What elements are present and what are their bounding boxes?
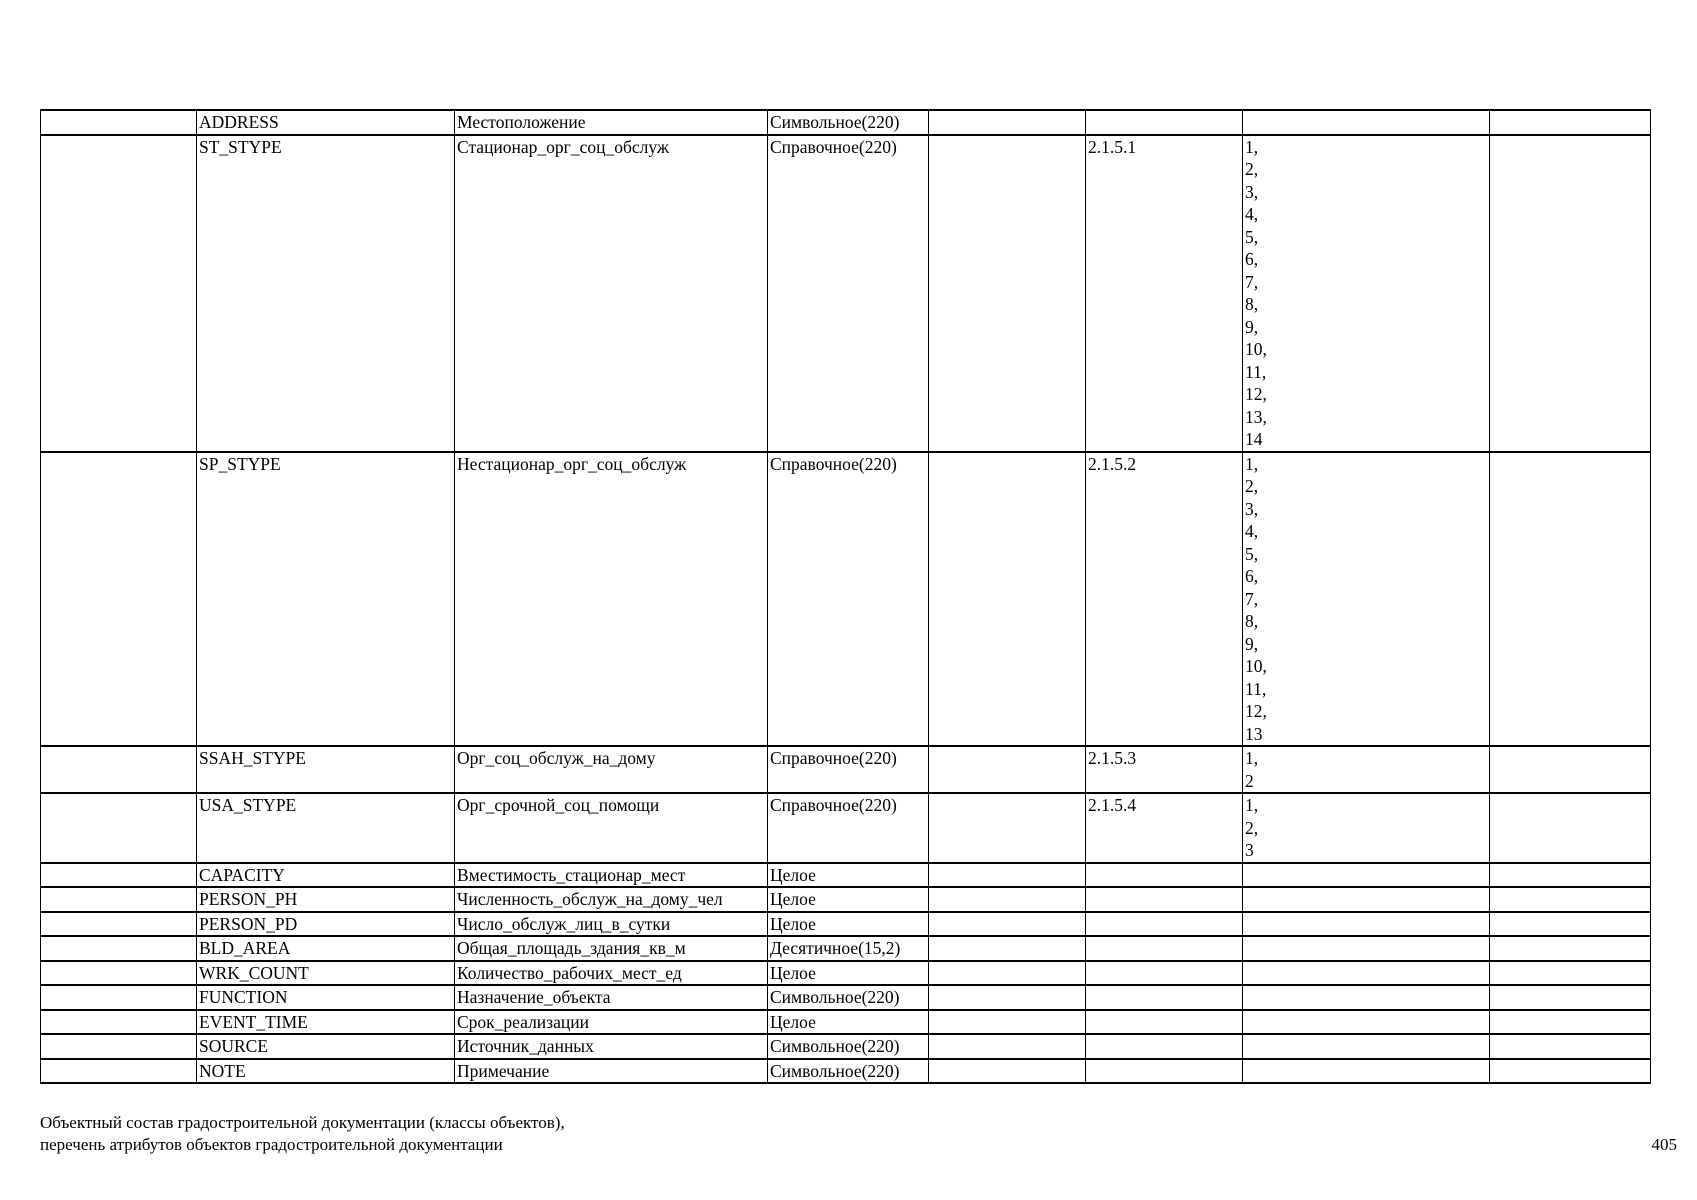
code-value: 5,	[1245, 543, 1259, 564]
extra-cell	[929, 863, 1086, 888]
group-cell	[41, 135, 197, 452]
code-value: 13,	[1245, 406, 1267, 427]
reference-cell	[1086, 912, 1243, 937]
codes-cell	[1243, 985, 1490, 1010]
table-row	[41, 961, 1651, 986]
code-value: 6,	[1245, 249, 1259, 269]
attribute-description-cell: Срок_реализации	[455, 1010, 768, 1035]
attributes-table	[40, 109, 1651, 1084]
reference-cell: 2.1.5.1	[1086, 135, 1243, 452]
reference-cell: 2.1.5.4	[1086, 793, 1243, 863]
attribute-description-cell: Нестационар_орг_соц_обслуж	[455, 452, 768, 747]
attribute-description-cell: Орг_соц_обслуж_на_дому	[455, 746, 768, 793]
note-cell	[1490, 912, 1651, 937]
group-cell	[41, 1010, 197, 1035]
document-footer	[40, 1112, 565, 1156]
extra-cell	[929, 887, 1086, 912]
reference-cell	[1086, 1059, 1243, 1084]
code-value: 4,	[1245, 204, 1259, 224]
reference-cell	[1086, 936, 1243, 961]
codes-cell	[1243, 110, 1490, 135]
code-value: 6,	[1245, 566, 1259, 586]
attribute-name-cell: ST_STYPE	[197, 135, 455, 452]
table-row	[41, 1034, 1651, 1059]
table-row	[41, 110, 1651, 135]
attribute-name-cell: NOTE	[197, 1059, 455, 1084]
attribute-type-cell: Символьное(220)	[768, 110, 929, 135]
codes-cell	[1243, 452, 1490, 747]
note-cell	[1490, 135, 1651, 452]
note-cell	[1490, 887, 1651, 912]
group-cell	[41, 452, 197, 747]
code-value: 14	[1245, 429, 1263, 449]
reference-cell	[1086, 863, 1243, 888]
table-row	[41, 912, 1651, 937]
code-value: 3	[1245, 840, 1254, 860]
note-cell	[1490, 746, 1651, 793]
attribute-description-cell: Источник_данных	[455, 1034, 768, 1059]
table-row	[41, 452, 1651, 747]
codes-cell	[1243, 863, 1490, 888]
attribute-type-cell: Целое	[768, 863, 929, 888]
codes-cell	[1243, 746, 1490, 793]
attribute-description-cell: Численность_обслуж_на_дому_чел	[455, 887, 768, 912]
attribute-name-cell: FUNCTION	[197, 985, 455, 1010]
attribute-name-cell: WRK_COUNT	[197, 961, 455, 986]
extra-cell	[929, 985, 1086, 1010]
reference-cell: 2.1.5.3	[1086, 746, 1243, 793]
table-row	[41, 1010, 1651, 1035]
codes-cell	[1243, 1010, 1490, 1035]
extra-cell	[929, 135, 1086, 452]
code-value: 13	[1245, 723, 1263, 744]
attribute-description-cell: Вместимость_стационар_мест	[455, 863, 768, 888]
attribute-type-cell: Целое	[768, 912, 929, 937]
code-value: 12,	[1245, 384, 1267, 404]
group-cell	[41, 793, 197, 863]
extra-cell	[929, 912, 1086, 937]
table-row	[41, 135, 1651, 452]
code-value: 2,	[1245, 817, 1259, 838]
table-row	[41, 887, 1651, 912]
code-value: 3,	[1245, 498, 1259, 519]
group-cell	[41, 961, 197, 986]
table-row	[41, 1059, 1651, 1084]
code-value: 9,	[1245, 633, 1259, 654]
attribute-description-cell: Количество_рабочих_мест_ед	[455, 961, 768, 986]
group-cell	[41, 1034, 197, 1059]
group-cell	[41, 1059, 197, 1084]
codes-cell	[1243, 793, 1490, 863]
codes-cell	[1243, 135, 1490, 452]
attribute-name-cell: SSAH_STYPE	[197, 746, 455, 793]
code-value: 8,	[1245, 294, 1259, 314]
extra-cell	[929, 110, 1086, 135]
code-value: 11,	[1245, 361, 1267, 382]
attribute-type-cell: Символьное(220)	[768, 985, 929, 1010]
page-number: 405	[1651, 1135, 1677, 1154]
note-cell	[1490, 863, 1651, 888]
note-cell	[1490, 110, 1651, 135]
extra-cell	[929, 961, 1086, 986]
attribute-description-cell: Число_обслуж_лиц_в_сутки	[455, 912, 768, 937]
extra-cell	[929, 1059, 1086, 1084]
codes-cell	[1243, 912, 1490, 937]
codes-cell	[1243, 887, 1490, 912]
codes-cell	[1243, 1034, 1490, 1059]
reference-cell	[1086, 887, 1243, 912]
attribute-type-cell: Десятичное(15,2)	[768, 936, 929, 961]
group-cell	[41, 985, 197, 1010]
code-value: 1,	[1245, 748, 1259, 768]
attribute-name-cell: SOURCE	[197, 1034, 455, 1059]
extra-cell	[929, 452, 1086, 747]
attribute-description-cell: Общая_площадь_здания_кв_м	[455, 936, 768, 961]
table-row	[41, 793, 1651, 863]
code-value: 2	[1245, 770, 1254, 791]
attribute-type-cell: Целое	[768, 961, 929, 986]
code-value: 2,	[1245, 159, 1259, 179]
attribute-type-cell: Целое	[768, 887, 929, 912]
reference-cell	[1086, 985, 1243, 1010]
note-cell	[1490, 1059, 1651, 1084]
attribute-name-cell: USA_STYPE	[197, 793, 455, 863]
attribute-description-cell: Назначение_объекта	[455, 985, 768, 1010]
attribute-description-cell: Местоположение	[455, 110, 768, 135]
attribute-name-cell: SP_STYPE	[197, 452, 455, 747]
code-value: 5,	[1245, 226, 1259, 247]
code-value: 1,	[1245, 795, 1259, 815]
extra-cell	[929, 936, 1086, 961]
note-cell	[1490, 452, 1651, 747]
extra-cell	[929, 746, 1086, 793]
extra-cell	[929, 1034, 1086, 1059]
extra-cell	[929, 793, 1086, 863]
note-cell	[1490, 936, 1651, 961]
attribute-name-cell: CAPACITY	[197, 863, 455, 888]
group-cell	[41, 746, 197, 793]
table-row	[41, 863, 1651, 888]
attribute-description-cell: Орг_срочной_соц_помощи	[455, 793, 768, 863]
attribute-description-cell: Примечание	[455, 1059, 768, 1084]
attribute-name-cell: PERSON_PH	[197, 887, 455, 912]
attribute-type-cell: Символьное(220)	[768, 1034, 929, 1059]
footer-line-2: перечень атрибутов объектов градостроительной документации	[40, 1135, 503, 1154]
code-value: 12,	[1245, 701, 1267, 721]
attribute-type-cell: Символьное(220)	[768, 1059, 929, 1084]
attribute-type-cell: Справочное(220)	[768, 746, 929, 793]
note-cell	[1490, 985, 1651, 1010]
table-row	[41, 985, 1651, 1010]
reference-cell	[1086, 961, 1243, 986]
code-value: 7,	[1245, 588, 1259, 609]
attribute-type-cell: Целое	[768, 1010, 929, 1035]
codes-cell	[1243, 936, 1490, 961]
attribute-description-cell: Стационар_орг_соц_обслуж	[455, 135, 768, 452]
note-cell	[1490, 1010, 1651, 1035]
note-cell	[1490, 961, 1651, 986]
code-value: 1,	[1245, 453, 1259, 474]
attributes-table-body	[41, 110, 1651, 1083]
extra-cell	[929, 1010, 1086, 1035]
note-cell	[1490, 1034, 1651, 1059]
note-cell	[1490, 793, 1651, 863]
codes-cell	[1243, 1059, 1490, 1084]
code-value: 1,	[1245, 136, 1259, 157]
group-cell	[41, 936, 197, 961]
code-value: 8,	[1245, 611, 1259, 631]
reference-cell	[1086, 1010, 1243, 1035]
attribute-name-cell: PERSON_PD	[197, 912, 455, 937]
attribute-type-cell: Справочное(220)	[768, 135, 929, 452]
group-cell	[41, 887, 197, 912]
attribute-name-cell: ADDRESS	[197, 110, 455, 135]
code-value: 7,	[1245, 271, 1259, 292]
reference-cell	[1086, 1034, 1243, 1059]
code-value: 11,	[1245, 678, 1267, 699]
attribute-name-cell: EVENT_TIME	[197, 1010, 455, 1035]
table-row	[41, 746, 1651, 793]
code-value: 3,	[1245, 181, 1259, 202]
reference-cell: 2.1.5.2	[1086, 452, 1243, 747]
attribute-name-cell: BLD_AREA	[197, 936, 455, 961]
footer-line-1: Объектный состав градостроительной документации (классы объектов),	[40, 1113, 565, 1132]
code-value: 4,	[1245, 521, 1259, 541]
codes-cell	[1243, 961, 1490, 986]
group-cell	[41, 110, 197, 135]
attribute-type-cell: Справочное(220)	[768, 793, 929, 863]
code-value: 2,	[1245, 476, 1259, 496]
attribute-type-cell: Справочное(220)	[768, 452, 929, 747]
code-value: 9,	[1245, 316, 1259, 337]
code-value: 10,	[1245, 339, 1267, 359]
group-cell	[41, 863, 197, 888]
reference-cell	[1086, 110, 1243, 135]
table-row	[41, 936, 1651, 961]
code-value: 10,	[1245, 656, 1267, 676]
group-cell	[41, 912, 197, 937]
